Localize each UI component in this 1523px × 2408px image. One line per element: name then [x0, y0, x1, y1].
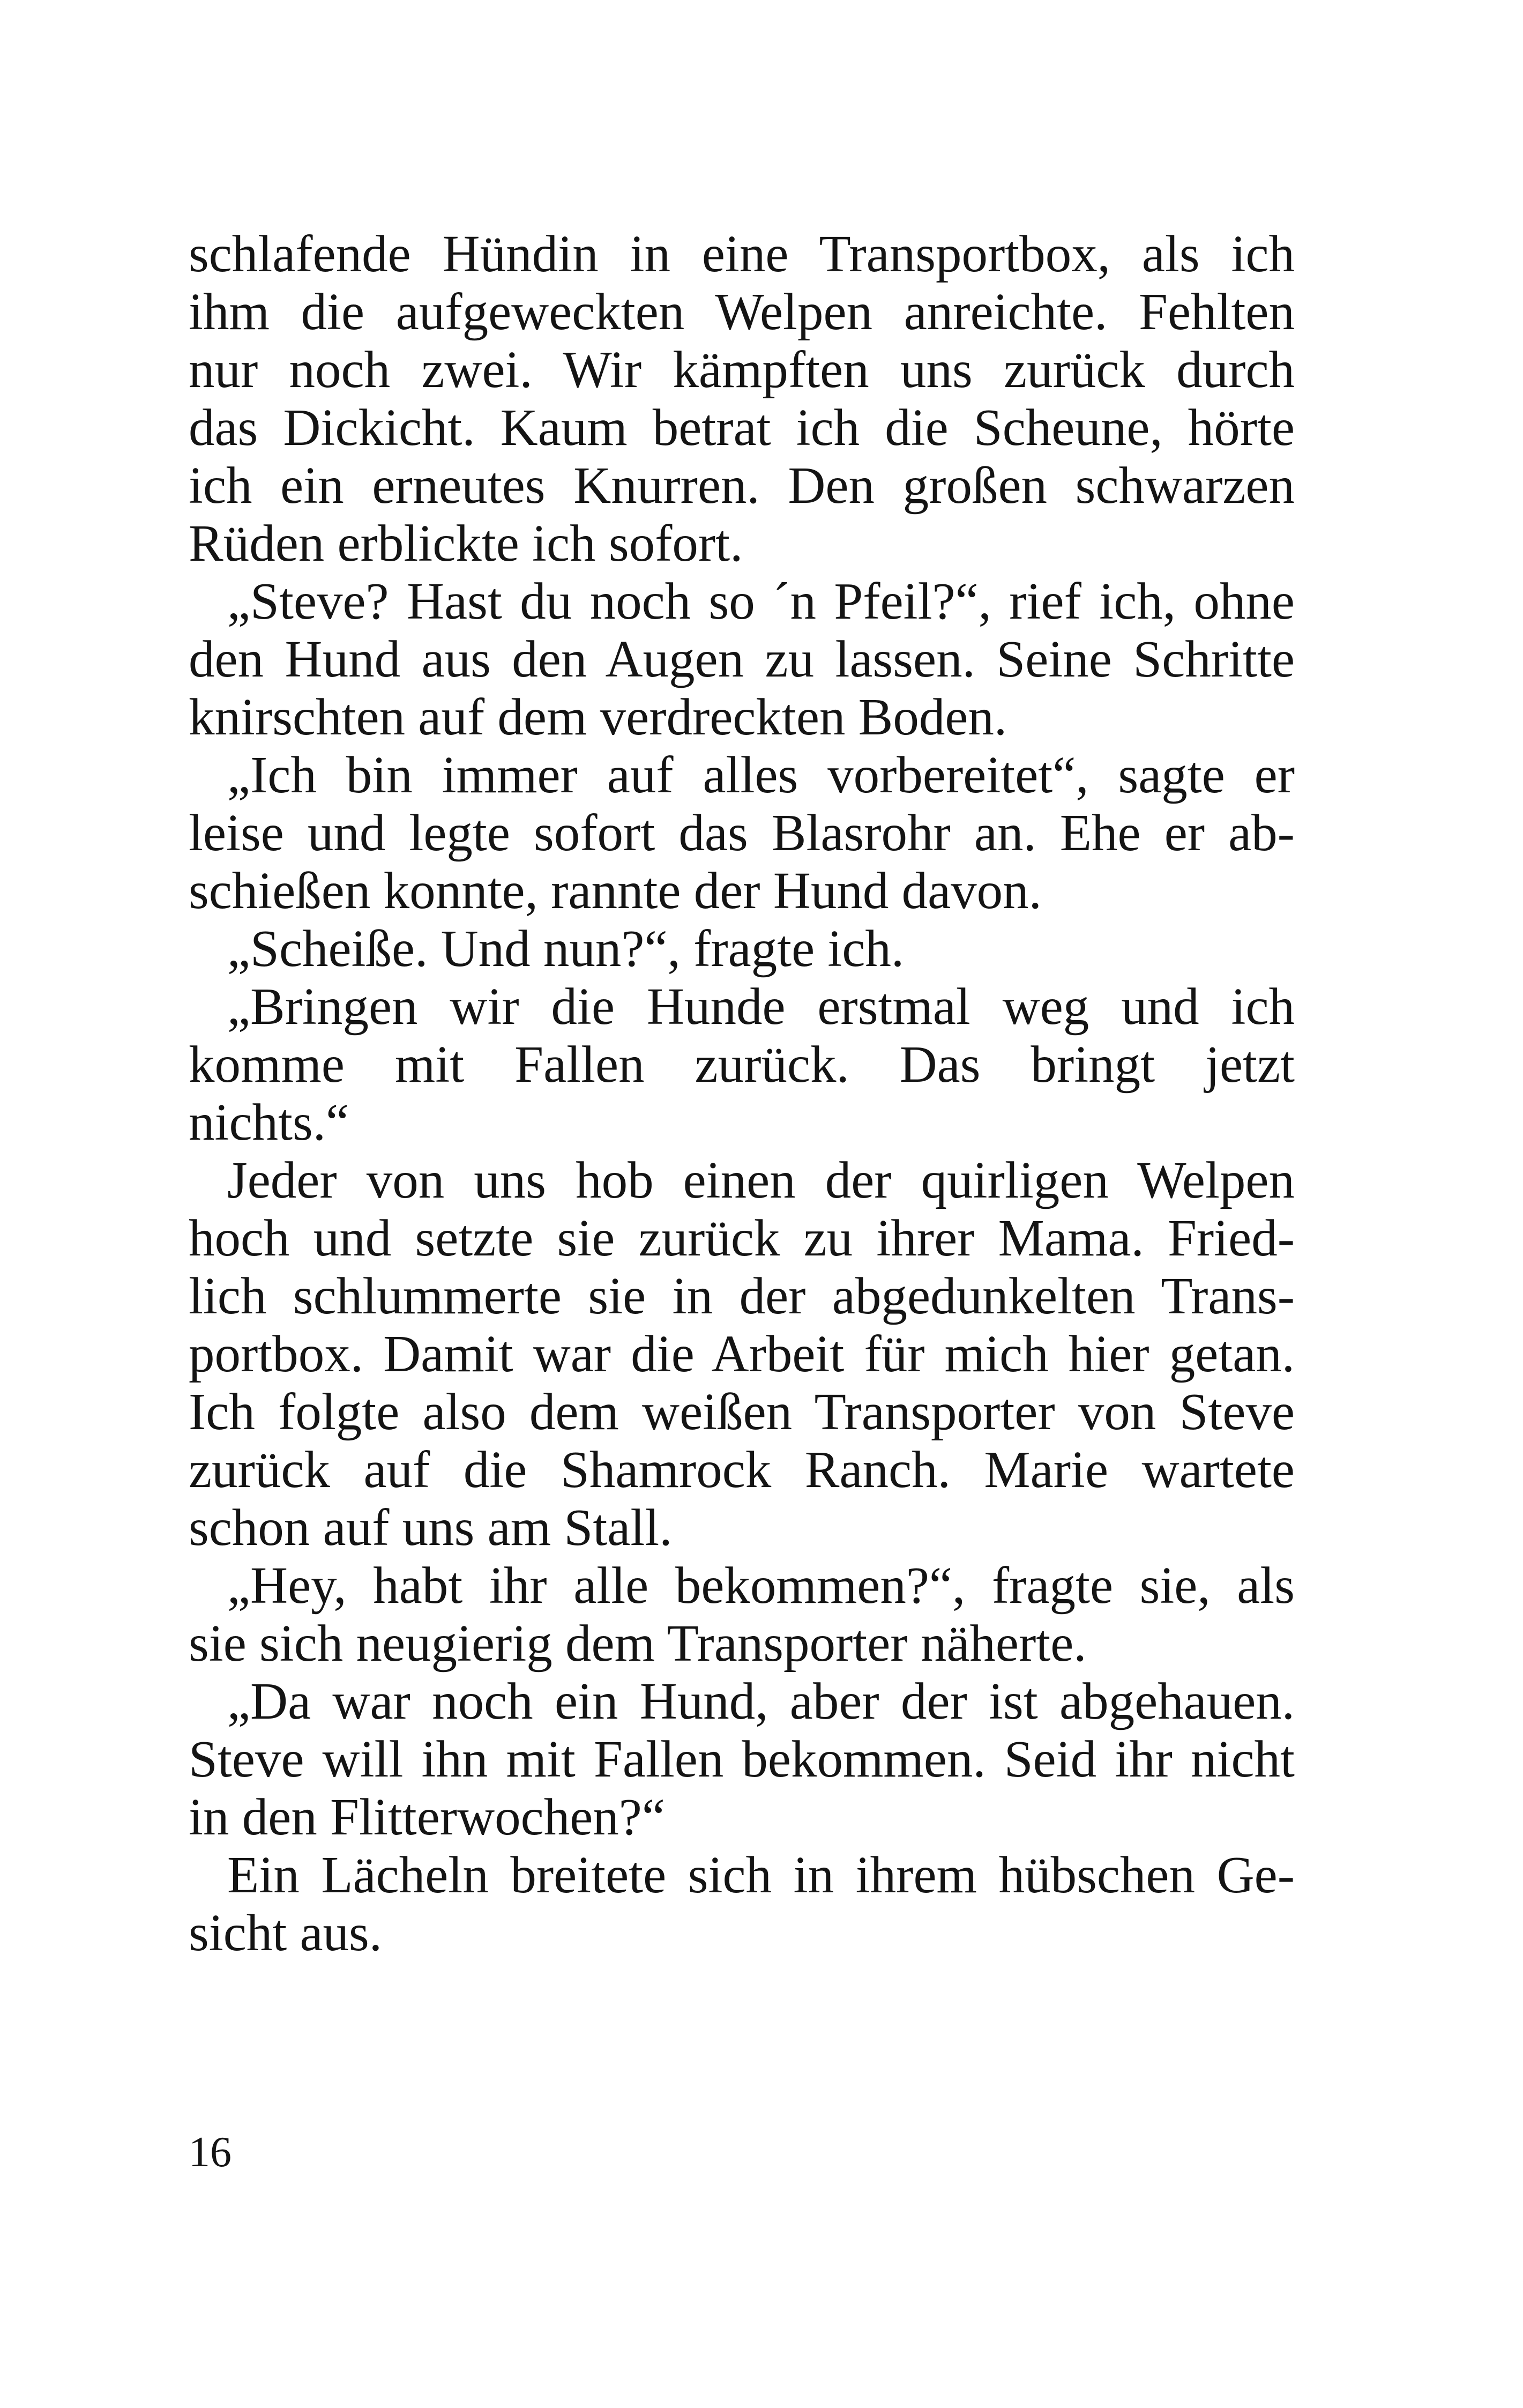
text-line: Ein Lächeln breitete sich in ihrem hübschen Ge- — [227, 1846, 1295, 1904]
text-line: „Scheiße. Und nun?“, fragte ich. — [227, 920, 905, 977]
text-line: hoch und setzte sie zurück zu ihrer Mama. Fried- — [189, 1209, 1295, 1267]
text-line: nichts.“ — [189, 1094, 349, 1151]
text-line: Ich folgte also dem weißen Transporter von Steve — [189, 1383, 1295, 1440]
text-line: ihm die aufgeweckten Welpen anreichte. Fehlten — [189, 283, 1295, 340]
text-line: „Bringen wir die Hunde erstmal weg und ich — [227, 978, 1295, 1035]
text-line: ich ein erneutes Knurren. Den großen schwarzen — [189, 457, 1295, 514]
text-line: lich schlummerte sie in der abgedunkelten Trans- — [189, 1267, 1295, 1325]
text-line: „Da war noch ein Hund, aber der ist abgehauen. — [227, 1673, 1295, 1730]
text-line: Jeder von uns hob einen der quirligen Welpen — [227, 1151, 1295, 1209]
text-line: Rüden erblickte ich sofort. — [189, 515, 743, 572]
text-line: das Dickicht. Kaum betrat ich die Scheune, hörte — [189, 399, 1295, 456]
text-line: „Steve? Hast du noch so ´n Pfeil?“, rief ich, ohne — [227, 573, 1295, 630]
text-line: schlafende Hündin in eine Transportbox, als ich — [189, 225, 1295, 283]
text-line: schießen konnte, rannte der Hund davon. — [189, 862, 1042, 919]
body-text — [189, 225, 1295, 1962]
text-line: sicht aus. — [189, 1904, 383, 1961]
text-line: den Hund aus den Augen zu lassen. Seine Schritte — [189, 630, 1295, 688]
text-line: schon auf uns am Stall. — [189, 1499, 673, 1556]
text-line: portbox. Damit war die Arbeit für mich hier getan. — [189, 1325, 1295, 1383]
text-line: „Hey, habt ihr alle bekommen?“, fragte sie, als — [227, 1557, 1295, 1614]
text-line: komme mit Fallen zurück. Das bringt jetzt — [189, 1036, 1295, 1093]
text-line: nur noch zwei. Wir kämpften uns zurück durch — [189, 341, 1295, 398]
text-line: Steve will ihn mit Fallen bekommen. Seid ihr nicht — [189, 1730, 1295, 1788]
text-line: knirschten auf dem verdreckten Boden. — [189, 688, 1007, 746]
text-line: sie sich neugierig dem Transporter näherte. — [189, 1615, 1087, 1672]
page-number: 16 — [189, 2129, 232, 2176]
text-line: leise und legte sofort das Blasrohr an. Ehe er ab- — [189, 804, 1295, 861]
text-line: in den Flitterwochen?“ — [189, 1788, 665, 1846]
text-line: „Ich bin immer auf alles vorbereitet“, sagte er — [227, 746, 1295, 804]
text-line: zurück auf die Shamrock Ranch. Marie wartete — [189, 1441, 1295, 1498]
